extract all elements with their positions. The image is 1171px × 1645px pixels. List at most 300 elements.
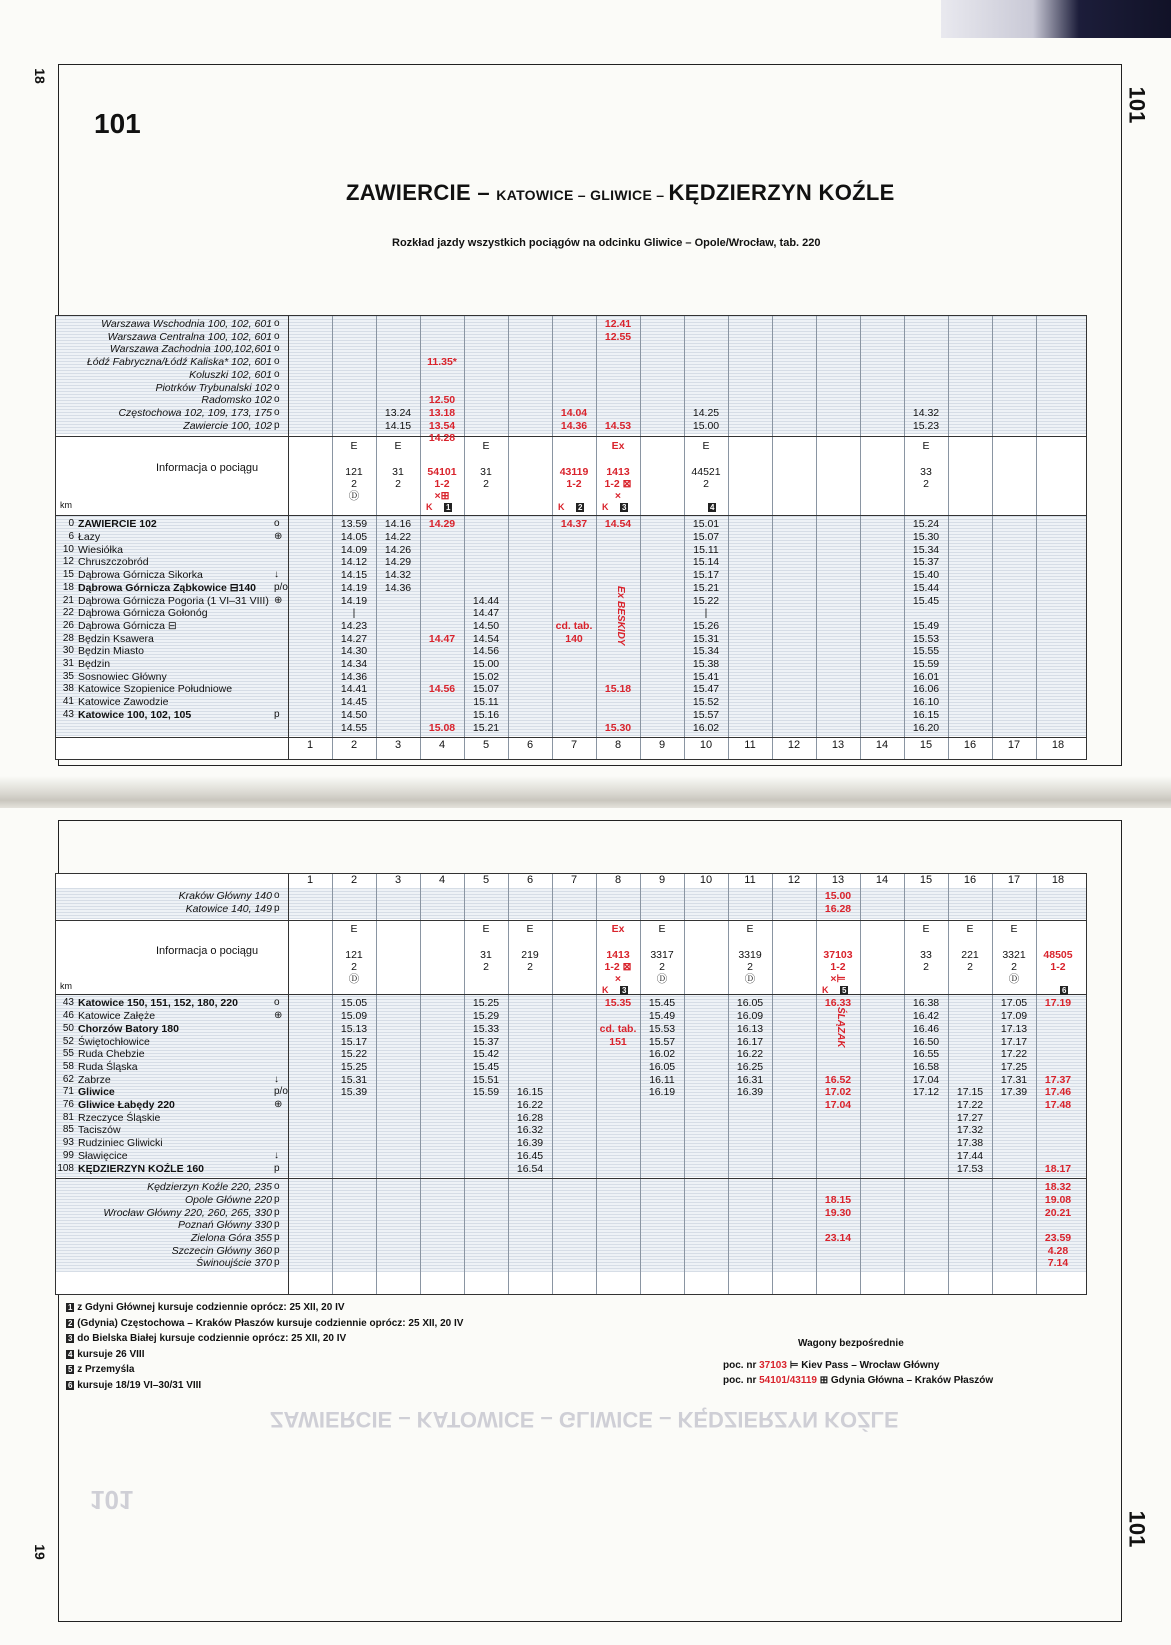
top-time: 14.47 bbox=[428, 632, 456, 645]
top-time: 15.34 bbox=[912, 543, 940, 556]
bottom-footnote-ref bbox=[620, 985, 628, 995]
name-column-divider bbox=[288, 874, 289, 1294]
feeder-time: 14.25 bbox=[692, 406, 720, 419]
bottom-time: 15.25 bbox=[472, 997, 500, 1010]
bottom-train-class: 1-2 bbox=[1050, 961, 1066, 974]
top-time: 14.26 bbox=[384, 543, 412, 556]
top-time: | bbox=[352, 607, 356, 620]
top-km: 22 bbox=[62, 607, 74, 619]
onward-arr-dep-mark: o bbox=[274, 1181, 280, 1193]
column-divider bbox=[772, 874, 773, 1294]
column-number: 13 bbox=[831, 874, 845, 886]
onward-time: 7.14 bbox=[1047, 1257, 1069, 1270]
feeder-time: 15.23 bbox=[912, 419, 940, 432]
bottom-station-name: Chorzów Batory 180 bbox=[78, 1022, 179, 1035]
top-time: 15.53 bbox=[912, 632, 940, 645]
top-time: 15.26 bbox=[692, 619, 720, 632]
footnote-row bbox=[66, 1380, 201, 1391]
onward-arr-dep-mark: p bbox=[274, 1206, 280, 1218]
bottom-train-class: 2 bbox=[483, 961, 489, 974]
bottom-time: 17.02 bbox=[824, 1086, 852, 1099]
feeder-station-name: Łódź Fabryczna/Łódź Kaliska* 102, 601 bbox=[86, 356, 272, 369]
bottom-time: 16.02 bbox=[648, 1048, 676, 1061]
through-car-row bbox=[723, 1375, 993, 1386]
bottom-time: 15.09 bbox=[340, 1010, 368, 1023]
top-train-k-mark: K bbox=[426, 502, 433, 513]
top-time: 15.55 bbox=[912, 645, 940, 658]
bottom-time: 16.15 bbox=[516, 1086, 544, 1099]
bottom-train-number: 121 bbox=[345, 949, 363, 962]
bottom-km: 99 bbox=[62, 1149, 74, 1161]
column-number: 12 bbox=[787, 874, 801, 886]
feeder-time: 12.41 bbox=[604, 318, 632, 330]
bottom-train-class: 1-2 bbox=[830, 961, 846, 974]
top-km: 12 bbox=[62, 556, 74, 568]
bottom-time: 17.15 bbox=[956, 1086, 984, 1099]
bottom-time: 15.35 bbox=[604, 997, 632, 1010]
column-divider bbox=[508, 874, 509, 1294]
column-number: 3 bbox=[394, 739, 402, 752]
top-time: 15.30 bbox=[912, 531, 940, 543]
bottom-time: 16.11 bbox=[649, 1073, 675, 1086]
bottom-time: 17.17 bbox=[1000, 1035, 1028, 1048]
feeder-divider bbox=[56, 920, 1086, 921]
bottom-time: 16.55 bbox=[912, 1048, 940, 1061]
column-number: 10 bbox=[699, 739, 713, 752]
column-number: 11 bbox=[744, 874, 756, 886]
feeder-time: 12.55 bbox=[604, 330, 632, 343]
bottom-time: 15.49 bbox=[648, 1010, 676, 1023]
column-number: 15 bbox=[919, 874, 933, 886]
bottom-time: 16.50 bbox=[912, 1035, 940, 1048]
footnote-row bbox=[66, 1302, 345, 1313]
bottom-train-symbol: × bbox=[614, 973, 622, 986]
bottom-time: 15.59 bbox=[472, 1086, 500, 1099]
bottom-train-class: 2 bbox=[527, 961, 533, 974]
top-train-k-mark: K bbox=[602, 502, 609, 513]
bottom-time: 16.05 bbox=[648, 1060, 676, 1073]
bottom-station-name: KĘDZIERZYN KOŹLE 160 bbox=[78, 1162, 205, 1175]
km-label: km bbox=[60, 981, 72, 992]
column-number: 7 bbox=[570, 874, 578, 886]
bottom-time: 16.32 bbox=[516, 1124, 544, 1137]
bottom-km: 46 bbox=[62, 1010, 74, 1022]
feeder-arr-dep-mark: p bbox=[274, 419, 280, 431]
top-arr-dep-mark: o bbox=[274, 518, 280, 530]
top-time: 15.30 bbox=[604, 721, 632, 734]
top-station-name: Będzin Miasto bbox=[78, 645, 144, 658]
footnote-ref-box: 2 bbox=[578, 503, 583, 513]
column-number: 16 bbox=[963, 739, 977, 752]
bottom-time: 17.05 bbox=[1000, 997, 1028, 1010]
top-time: 15.14 bbox=[692, 556, 720, 569]
onward-divider bbox=[56, 1178, 1086, 1179]
footnote-row bbox=[66, 1333, 346, 1344]
through-cars-title: Wagony bezpośrednie bbox=[798, 1338, 904, 1349]
bottom-time: 15.25 bbox=[340, 1060, 368, 1073]
top-km: 0 bbox=[68, 518, 74, 530]
top-time: 14.12 bbox=[340, 556, 368, 569]
top-station-name: Chruszczobród bbox=[78, 556, 149, 569]
bottom-time: 15.13 bbox=[340, 1022, 368, 1035]
column-number: 5 bbox=[482, 874, 490, 886]
top-station-name: Łazy bbox=[78, 531, 101, 543]
feeder-time: 12.50 bbox=[428, 394, 456, 407]
onward-station-name: Poznań Główny 330 bbox=[178, 1219, 272, 1232]
bottom-km: 55 bbox=[62, 1048, 74, 1060]
bottom-time: 17.44 bbox=[956, 1149, 984, 1162]
bottom-time: 16.19 bbox=[648, 1086, 676, 1099]
bottom-time: 16.28 bbox=[516, 1111, 544, 1124]
onward-station-name: Zielona Góra 355 bbox=[190, 1232, 272, 1244]
column-divider bbox=[816, 316, 817, 759]
bottom-station-name: Sławięcice bbox=[78, 1149, 128, 1162]
onward-station-name: Świnoujście 370 bbox=[196, 1257, 272, 1270]
bottom-train-number: 37103 bbox=[823, 949, 853, 962]
top-time: 15.21 bbox=[692, 581, 720, 594]
top-time: 15.22 bbox=[692, 594, 720, 607]
top-time: 14.56 bbox=[472, 645, 500, 658]
column-number: 6 bbox=[526, 739, 534, 752]
onward-arr-dep-mark: p bbox=[274, 1244, 280, 1256]
footnote-ref-box: 5 bbox=[842, 986, 847, 996]
bottom-station-name: Katowice Załęże bbox=[78, 1010, 156, 1023]
bottom-time: 18.17 bbox=[1044, 1162, 1072, 1175]
bottom-train-number: 219 bbox=[521, 949, 539, 962]
bottom-km: 81 bbox=[62, 1111, 74, 1123]
bottom-train-symbol: ×⊨ bbox=[830, 973, 846, 986]
column-divider bbox=[684, 874, 685, 1294]
top-time: 15.47 bbox=[692, 683, 720, 696]
bottom-train-class: 2 bbox=[1011, 961, 1017, 974]
feeder-time: 14.28 bbox=[428, 432, 456, 445]
top-time: cd. tab. bbox=[555, 619, 593, 632]
top-time: 15.41 bbox=[692, 670, 720, 683]
timetable-top bbox=[55, 315, 1087, 760]
feeder-time: 14.32 bbox=[912, 406, 940, 419]
train-name-beskidy: Ex BESKIDY bbox=[615, 586, 626, 646]
bottom-train-category: Ex bbox=[611, 923, 625, 936]
show-through-title: ZAWIERCIE – KATOWICE – GLIWICE – KĘDZIERZYN KOŹLE bbox=[270, 1407, 899, 1432]
top-time: 15.07 bbox=[692, 531, 720, 543]
footnote-number: 5 bbox=[68, 1365, 73, 1374]
column-number: 14 bbox=[875, 739, 889, 752]
column-number: 1 bbox=[306, 874, 314, 886]
onward-station-name: Wrocław Główny 220, 260, 265, 330 bbox=[103, 1206, 272, 1219]
column-number: 7 bbox=[570, 739, 578, 752]
top-time: 15.08 bbox=[428, 721, 456, 734]
bottom-time: 17.13 bbox=[1000, 1022, 1028, 1035]
top-train-symbol: Ⓓ bbox=[348, 490, 360, 503]
column-number: 9 bbox=[658, 739, 666, 752]
footnote-ref-box: 1 bbox=[446, 503, 451, 513]
feeder-time: 11.35* bbox=[427, 356, 457, 369]
footnote-text: kursuje 18/19 VI–30/31 VIII bbox=[74, 1379, 202, 1391]
onward-arr-dep-mark: p bbox=[274, 1193, 280, 1205]
bottom-train-number: 3321 bbox=[1002, 949, 1026, 962]
column-number: 17 bbox=[1007, 739, 1021, 752]
top-time: 15.07 bbox=[472, 683, 500, 696]
top-time: 14.29 bbox=[384, 556, 412, 569]
top-time: 15.45 bbox=[912, 594, 940, 607]
bottom-time: 15.17 bbox=[340, 1035, 368, 1048]
name-column-divider bbox=[288, 316, 289, 759]
feeder-station-name: Zawiercie 100, 102 bbox=[183, 419, 272, 432]
top-time: 14.55 bbox=[340, 721, 368, 734]
top-km: 10 bbox=[62, 543, 74, 555]
top-time: 15.40 bbox=[912, 569, 940, 582]
top-station-name: ZAWIERCIE 102 bbox=[78, 518, 157, 531]
bottom-train-class: 2 bbox=[923, 961, 929, 974]
footnote-row bbox=[66, 1349, 145, 1360]
feeder-station-name: Radomsko 102 bbox=[201, 394, 272, 407]
bottom-train-k-mark: K bbox=[822, 985, 829, 996]
column-number: 4 bbox=[438, 739, 446, 752]
top-time: 14.41 bbox=[340, 683, 368, 696]
bottom-time: 15.37 bbox=[472, 1035, 500, 1048]
column-number: 18 bbox=[1051, 874, 1065, 886]
top-train-category: E bbox=[350, 440, 358, 453]
bottom-train-symbol: Ⓓ bbox=[348, 973, 360, 986]
bottom-km: 108 bbox=[57, 1162, 74, 1174]
column-divider bbox=[640, 316, 641, 759]
bottom-km: 93 bbox=[62, 1137, 74, 1149]
top-time: 14.36 bbox=[340, 670, 368, 683]
onward-arr-dep-mark: p bbox=[274, 1232, 280, 1243]
km-label: km bbox=[60, 500, 72, 511]
feeder-time: 14.15 bbox=[384, 419, 412, 432]
top-time: 15.59 bbox=[912, 658, 940, 670]
bottom-arr-dep-mark: ⊕ bbox=[274, 1099, 283, 1110]
feeder-station-name: Piotrków Trybunalski 102 bbox=[155, 381, 272, 394]
top-station-name: Sosnowiec Główny bbox=[78, 670, 167, 683]
top-train-class: 2 bbox=[351, 478, 357, 491]
footnote-ref-box: 3 bbox=[622, 503, 627, 513]
column-number: 3 bbox=[394, 874, 402, 886]
column-number: 14 bbox=[875, 874, 889, 886]
bottom-time: 16.25 bbox=[736, 1060, 764, 1073]
top-km: 15 bbox=[62, 569, 74, 581]
bottom-time: 17.27 bbox=[956, 1111, 984, 1124]
top-train-class: 1-2 ⊠ bbox=[604, 478, 632, 491]
top-time: 15.00 bbox=[472, 658, 500, 670]
footnote-text: (Gdynia) Częstochowa – Kraków Płaszów kursuje codziennie oprócz: 25 XII, 20 IV bbox=[74, 1317, 464, 1329]
bottom-km: 43 bbox=[62, 997, 74, 1009]
bottom-time: 16.46 bbox=[912, 1022, 940, 1035]
footnote-ref-box: 4 bbox=[710, 503, 715, 513]
top-time: 15.21 bbox=[472, 721, 500, 734]
top-time: 14.09 bbox=[340, 543, 368, 556]
feeder-arr-dep-mark: o bbox=[274, 368, 280, 380]
timetable-bottom bbox=[55, 873, 1087, 1295]
feeder-time: 13.18 bbox=[428, 406, 456, 419]
feeder-arr-dep-mark: o bbox=[274, 330, 280, 342]
bottom-time: 17.32 bbox=[956, 1124, 984, 1137]
bottom-train-number: 48505 bbox=[1043, 949, 1073, 962]
bottom-train-category: E bbox=[526, 923, 534, 936]
top-train-number: 33 bbox=[920, 466, 932, 479]
bottom-arr-dep-mark: p/o bbox=[274, 1086, 288, 1098]
top-time: 16.20 bbox=[912, 721, 940, 734]
bottom-time: 16.22 bbox=[736, 1048, 764, 1061]
bottom-train-symbol: Ⓓ bbox=[1008, 973, 1020, 986]
top-time: 14.23 bbox=[340, 619, 368, 632]
top-time: 16.15 bbox=[912, 708, 940, 721]
footnote-text: z Przemyśla bbox=[74, 1364, 135, 1375]
top-time: 14.22 bbox=[384, 531, 412, 543]
column-divider bbox=[992, 316, 993, 759]
top-time: 15.18 bbox=[604, 683, 632, 696]
feeder-time: 14.36 bbox=[560, 419, 588, 432]
bottom-station-name: Gliwice bbox=[78, 1086, 115, 1099]
top-time: 15.44 bbox=[912, 581, 940, 594]
bottom-time: 17.22 bbox=[956, 1099, 984, 1111]
top-train-number: 44521 bbox=[691, 466, 721, 479]
top-time: 14.30 bbox=[340, 645, 368, 658]
top-footnote-ref bbox=[708, 502, 716, 512]
top-time: 15.37 bbox=[912, 556, 940, 569]
bottom-time: 16.39 bbox=[516, 1137, 544, 1150]
column-number: 12 bbox=[787, 739, 801, 752]
bottom-arr-dep-mark: o bbox=[274, 997, 280, 1009]
column-divider bbox=[860, 874, 861, 1294]
bottom-time: 15.05 bbox=[340, 997, 368, 1010]
top-train-class: 2 bbox=[395, 478, 401, 491]
bottom-train-category: E bbox=[922, 923, 930, 936]
bottom-train-category: E bbox=[746, 923, 754, 936]
bottom-time: 17.31 bbox=[1000, 1073, 1028, 1086]
bottom-time: 17.12 bbox=[912, 1086, 940, 1099]
bfeeder-time: 15.00 bbox=[824, 890, 852, 902]
bottom-station-name: Katowice 150, 151, 152, 180, 220 bbox=[78, 997, 238, 1010]
through-car-text: 37103 bbox=[759, 1360, 787, 1371]
column-number: 15 bbox=[919, 739, 933, 752]
top-time: 15.16 bbox=[472, 708, 500, 721]
top-time: 14.45 bbox=[340, 696, 368, 709]
bottom-km: 62 bbox=[62, 1073, 74, 1085]
top-arr-dep-mark: p bbox=[274, 708, 280, 720]
top-train-category: E bbox=[482, 440, 490, 453]
onward-time: 4.28 bbox=[1047, 1244, 1069, 1257]
info-divider bbox=[56, 515, 1086, 516]
top-time: 15.38 bbox=[692, 658, 720, 670]
bottom-station-name: Zabrze bbox=[78, 1073, 111, 1086]
top-time: 16.01 bbox=[912, 670, 940, 683]
bottom-time: 16.42 bbox=[912, 1010, 940, 1023]
bottom-time: 17.04 bbox=[912, 1073, 940, 1086]
bottom-time: 15.39 bbox=[340, 1086, 368, 1099]
page-edge-shadow bbox=[941, 0, 1171, 38]
bottom-train-number: 33 bbox=[920, 949, 932, 962]
feeder-time: 15.00 bbox=[692, 419, 720, 432]
bottom-time: 15.45 bbox=[648, 997, 676, 1010]
feeder-arr-dep-mark: o bbox=[274, 318, 280, 329]
bfeeder-time: 16.28 bbox=[824, 902, 852, 915]
bottom-time: 16.09 bbox=[736, 1010, 764, 1023]
bfeeder-station-name: Kraków Główny 140 bbox=[178, 890, 272, 902]
feeder-time: 14.04 bbox=[560, 406, 588, 419]
top-train-symbol: × bbox=[614, 490, 622, 503]
top-station-name: Katowice Szopienice Południowe bbox=[78, 683, 233, 696]
onward-station-name: Szczecin Główny 360 bbox=[171, 1244, 272, 1257]
top-time: 15.01 bbox=[692, 518, 720, 531]
bottom-time: 16.13 bbox=[736, 1022, 764, 1035]
top-station-name: Dąbrowa Górnicza Gołonóg bbox=[78, 607, 208, 620]
top-train-class: 1-2 bbox=[566, 478, 582, 491]
top-time: 16.02 bbox=[692, 721, 720, 734]
bottom-time: 17.22 bbox=[1000, 1048, 1028, 1061]
column-divider bbox=[552, 874, 553, 1294]
bottom-time: 16.52 bbox=[824, 1073, 852, 1086]
side-table-number-bottom: 101 bbox=[1124, 1510, 1150, 1548]
column-divider bbox=[376, 874, 377, 1294]
column-number: 9 bbox=[658, 874, 666, 886]
top-km: 28 bbox=[62, 632, 74, 644]
bottom-time: 15.22 bbox=[340, 1048, 368, 1061]
top-km: 38 bbox=[62, 683, 74, 695]
column-number: 5 bbox=[482, 739, 490, 752]
top-station-name: Katowice Zawodzie bbox=[78, 696, 169, 709]
onward-time: 19.08 bbox=[1044, 1193, 1072, 1206]
column-number: 18 bbox=[1051, 739, 1065, 752]
top-train-symbol: ×⊞ bbox=[434, 490, 450, 503]
footnote-row bbox=[66, 1364, 135, 1375]
bottom-train-category: E bbox=[966, 923, 974, 936]
top-time: 15.24 bbox=[912, 518, 940, 531]
through-car-text: poc. nr bbox=[723, 1375, 760, 1386]
bottom-train-class: 2 bbox=[747, 961, 753, 974]
through-car-text: poc. nr bbox=[723, 1360, 760, 1371]
top-time: 14.16 bbox=[384, 518, 412, 531]
bottom-station-name: Rudziniec Gliwicki bbox=[78, 1137, 163, 1150]
top-station-name: Dąbrowa Górnicza ⊟ bbox=[78, 619, 177, 632]
footnote-number: 4 bbox=[68, 1349, 73, 1359]
column-number: 13 bbox=[831, 739, 845, 752]
bottom-footnote-ref bbox=[1060, 985, 1068, 995]
top-time: 14.15 bbox=[340, 569, 368, 582]
top-time: 14.19 bbox=[340, 594, 368, 607]
column-divider bbox=[728, 316, 729, 759]
top-station-name: Będzin Ksawera bbox=[78, 632, 154, 645]
bottom-time: 15.42 bbox=[472, 1048, 500, 1061]
feeder-station-name: Warszawa Zachodnia 100,102,601 bbox=[109, 343, 272, 356]
top-train-category: Ex bbox=[611, 440, 625, 453]
info-divider bbox=[56, 994, 1086, 995]
feeder-station-name: Częstochowa 102, 109, 173, 175 bbox=[118, 406, 272, 419]
column-divider bbox=[508, 316, 509, 759]
footnote-number: 6 bbox=[68, 1380, 73, 1390]
top-time: 13.59 bbox=[340, 518, 368, 531]
top-arr-dep-mark: ⊕ bbox=[274, 594, 283, 606]
top-km: 21 bbox=[62, 594, 74, 606]
top-time: 14.32 bbox=[384, 569, 412, 582]
top-time: 14.47 bbox=[472, 607, 500, 620]
bottom-time: 16.38 bbox=[912, 997, 940, 1010]
top-train-number: 54101 bbox=[427, 466, 457, 479]
top-time: 15.31 bbox=[692, 632, 720, 645]
column-number: 2 bbox=[350, 739, 358, 752]
top-train-number: 121 bbox=[345, 466, 363, 479]
bottom-time: 16.31 bbox=[736, 1073, 764, 1086]
bottom-time: 15.31 bbox=[340, 1073, 368, 1086]
top-time: 14.27 bbox=[340, 632, 368, 645]
feeder-station-name: Warszawa Wschodnia 100, 102, 601 bbox=[101, 318, 272, 330]
bottom-station-name: Gliwice Łabędy 220 bbox=[78, 1099, 175, 1111]
bottom-time: 16.33 bbox=[824, 997, 852, 1010]
feeder-divider bbox=[56, 436, 1086, 437]
page-number-bottom: 19 bbox=[31, 1544, 48, 1560]
through-car-row bbox=[723, 1360, 939, 1371]
